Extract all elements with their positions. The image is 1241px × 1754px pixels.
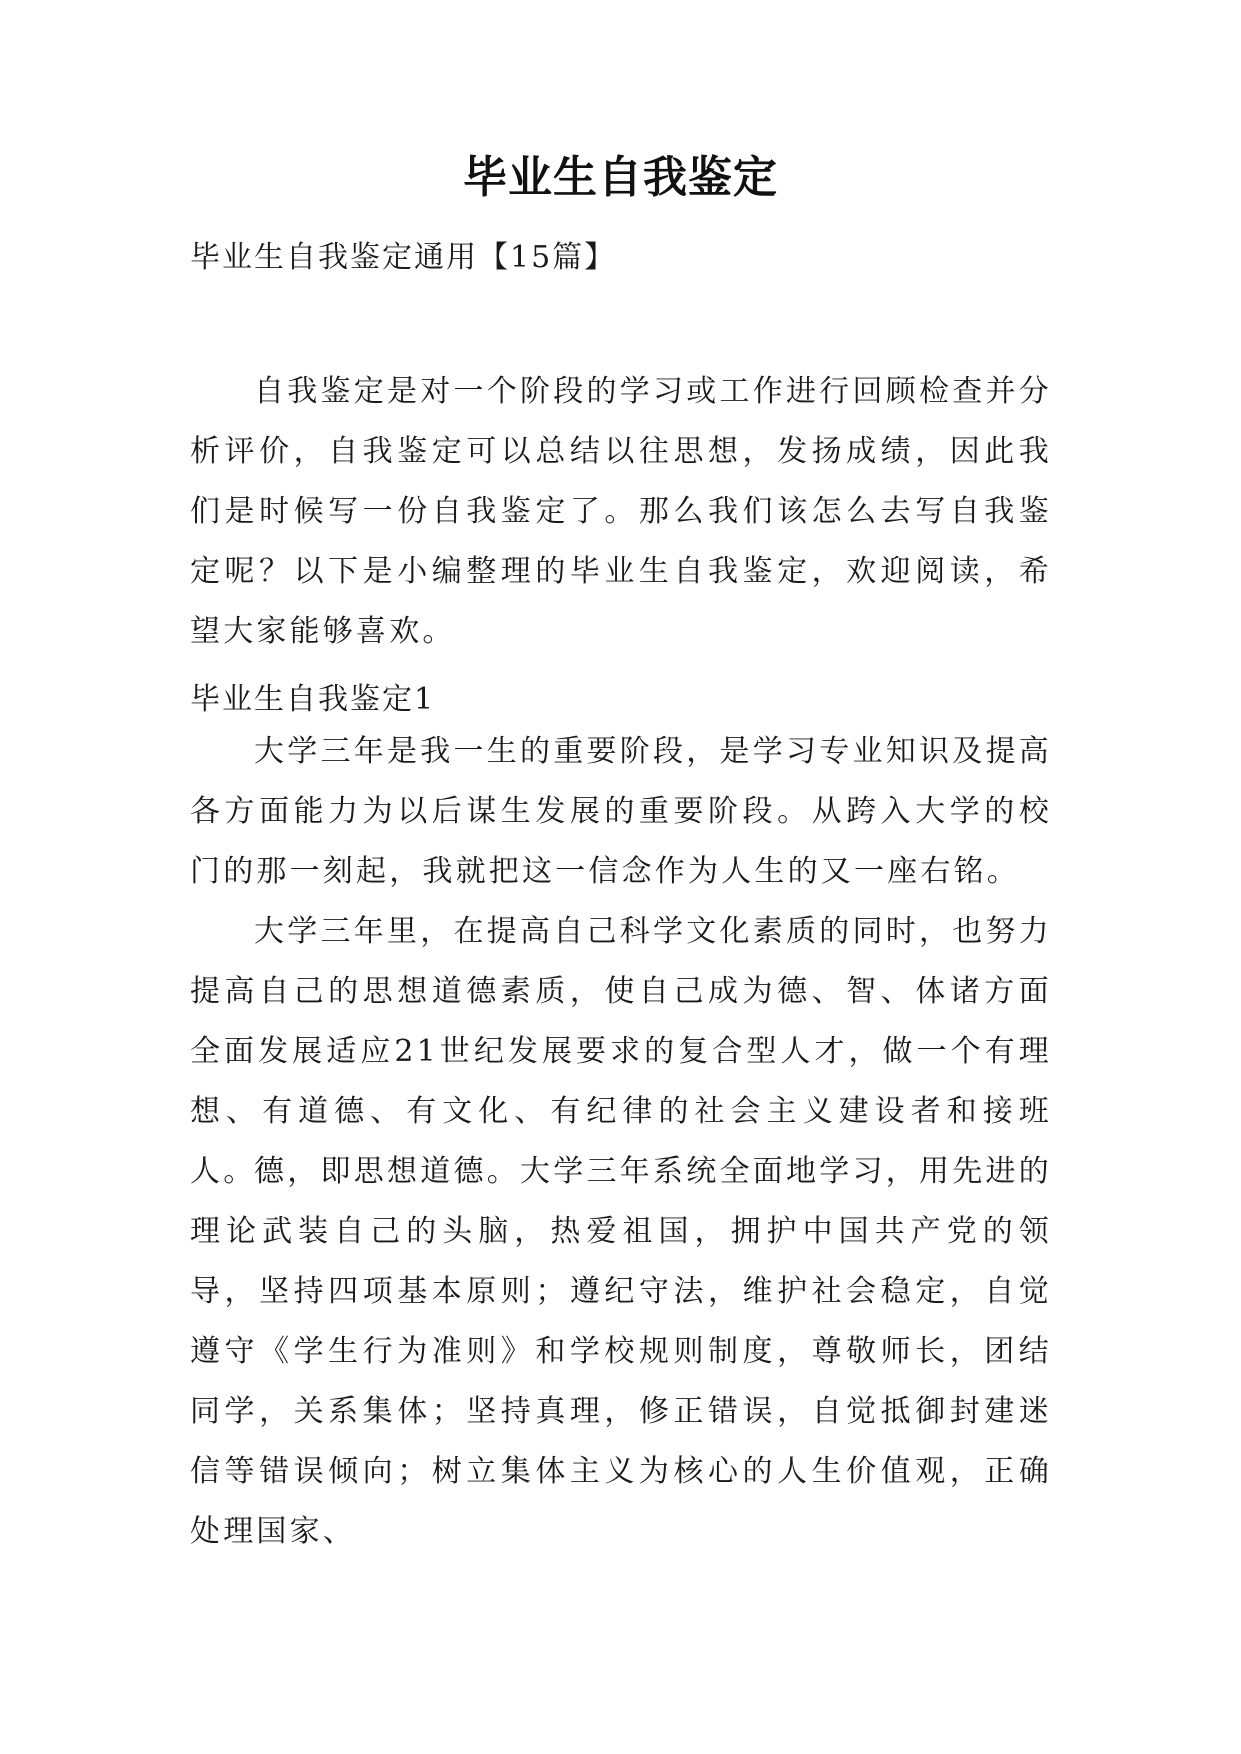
body-paragraph-2: 大学三年里，在提高自己科学文化素质的同时，也努力提高自己的思想道德素质，使自己成为德、智、体诸方面全面发展适应21世纪发展要求的复合型人才，做一个有理想、有道德、有文化、有纪律的社会主义建设者和接班人。 [190, 914, 1052, 1189]
section-heading: 毕业生自我鉴定1 [190, 682, 436, 717]
document-title: 毕业生自我鉴定 [463, 152, 778, 203]
body-paragraph-3: 德，即思想道德。大学三年系统全面地学习，用先进的理论武装自己的头脑，热爱祖国，拥护中国共产党的领导，坚持四项基本原则；遵纪守法，维护社会稳定，自觉遵守《学生行为准则》和学校规则制度，尊敬师长，团结同学，关系集体；坚持真理，修正错误，自觉抵御封建迷信等错误倾向；树立集体主义为核心的人生价值观，正确处理国家、 [190, 1154, 1052, 1549]
body-paragraph-1: 大学三年是我一生的重要阶段，是学习专业知识及提高各方面能力为以后谋生发展的重要阶段。从跨入大学的校门的那一刻起，我就把这一信念作为人生的又一座右铭。 [190, 734, 1052, 889]
document-subtitle: 毕业生自我鉴定通用【15篇】 [190, 240, 617, 275]
intro-paragraph: 自我鉴定是对一个阶段的学习或工作进行回顾检查并分析评价，自我鉴定可以总结以往思想，发扬成绩，因此我们是时候写一份自我鉴定了。那么我们该怎么去写自我鉴定呢？以下是小编整理的毕业生自我鉴定，欢迎阅读，希望大家能够喜欢。 [190, 374, 1052, 649]
